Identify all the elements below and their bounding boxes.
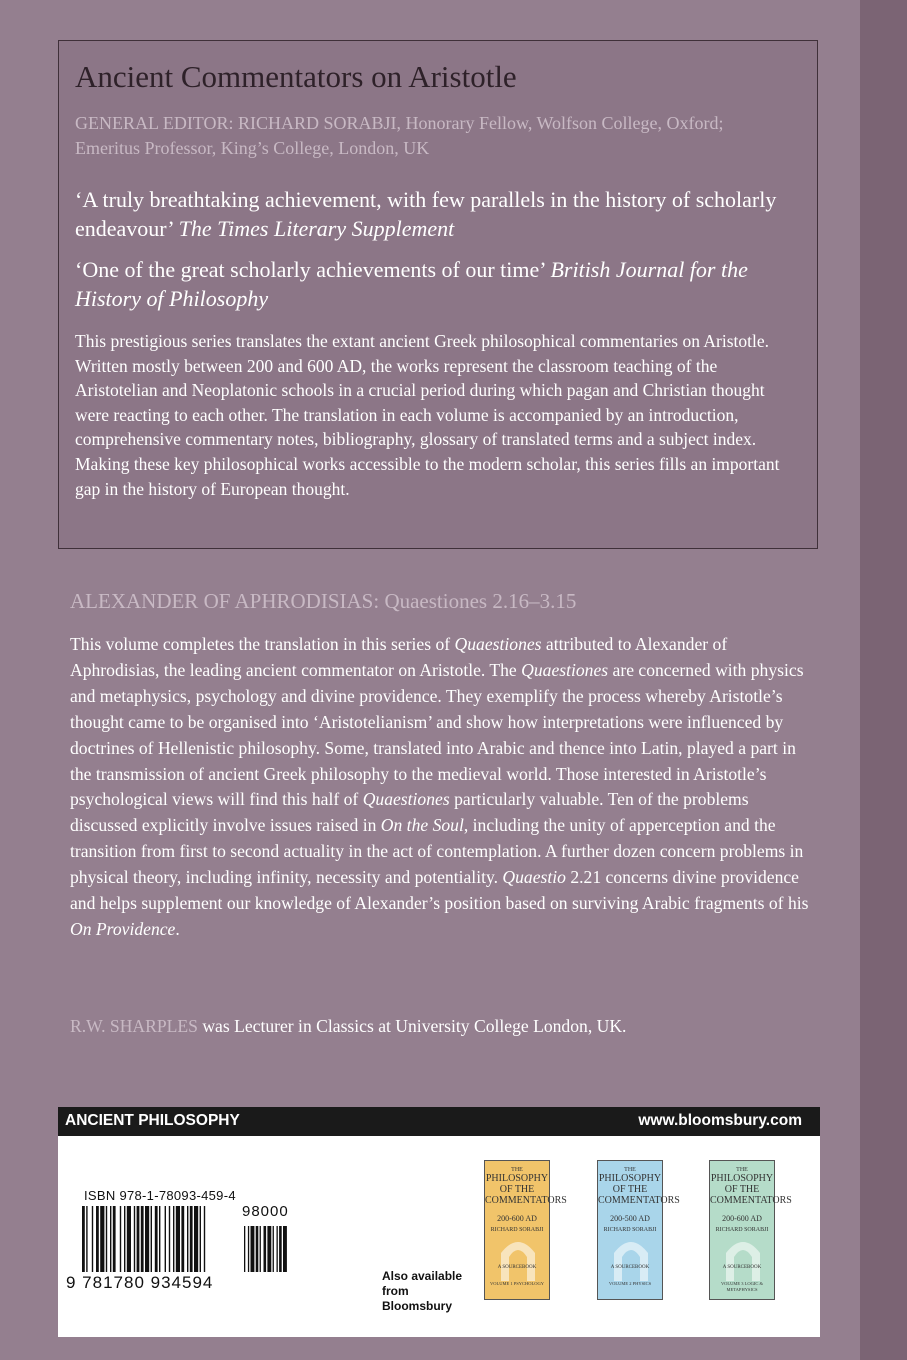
text-segment: . [175, 918, 180, 939]
related-book-1[interactable] [484, 1160, 567, 1300]
quote-1 [75, 185, 795, 243]
volume-title: ALEXANDER OF APHRODISIAS: Quaestiones 2.16–3.15 [70, 589, 577, 613]
book-editor: RICHARD SORABJI [490, 1227, 544, 1233]
author-note [70, 1016, 626, 1037]
book-title: PHILOSOPHY OF THE COMMENTATORS [485, 1173, 567, 1206]
quote-1-text: ‘A truly breathtaking achievement, with few parallels in the history of scholarly endeavour’ [75, 187, 777, 241]
arch-icon [612, 1235, 650, 1281]
related-book-2[interactable] [597, 1160, 680, 1300]
series-title: Ancient Commentators on Aristotle [75, 59, 517, 94]
italic-term: Quaestiones [521, 659, 609, 680]
book-dates: 200-600 AD [722, 1214, 762, 1223]
quote-2-text: ‘One of the great scholarly achievements of our time’ [75, 257, 545, 282]
book-editor: RICHARD SORABJI [603, 1227, 657, 1233]
series-description: This prestigious series translates the extant ancient Greek philosophical commentaries on Aristotle. Written mostly between 200 and 600 AD, the works represent the classroom teaching of the Aristotelian and Neoplatonic schools in a crucial period during which pagan and Christian thought were reacting to each other. The translation in each volume is accompanied by an introduction, comprehensive commentary notes, bibliography, glossary of translated terms and a subject index. Making these key philosophical works accessible to the modern scholar, this series fills an important gap in the history of European thought. [75, 331, 780, 499]
text-segment: This volume completes the translation in this series of [70, 634, 455, 654]
general-editor: GENERAL EDITOR: RICHARD SORABJI, Honorary Fellow, Wolfson College, Oxford; Emeritus Professor, King’s College, London, UK [75, 113, 724, 158]
spine-strip [860, 0, 907, 1360]
series-box [58, 40, 818, 549]
quote-2-source: British Journal for the History of Philosophy [75, 257, 748, 311]
volume-description [70, 632, 810, 943]
barcode-digits: 9 781780 934594 [66, 1273, 214, 1292]
author-name: R.W. SHARPLES [70, 1016, 198, 1036]
book-the: THE [624, 1167, 636, 1173]
book-volume: VOLUME 1 PSYCHOLOGY [489, 1281, 544, 1286]
italic-term: On the Soul [380, 815, 464, 836]
book-editor: RICHARD SORABJI [715, 1227, 769, 1233]
quote-1-source: The Times Literary Supplement [178, 216, 455, 241]
quote-2 [75, 255, 795, 313]
text-segment: 2.21 concerns divine providence and helps supplement our knowledge of Alexander’s position based on surviving Arabic fragments of his [70, 867, 809, 914]
related-book-3[interactable] [709, 1160, 792, 1300]
text-segment: are concerned with physics and metaphysics, psychology and divine providence. They exemplify the process whereby Aristotle’s thought came to be organised into ‘Aristotelianism’ and show how interpretations were influenced by doctrines of Hellenistic philosophy. Some, translated into Arabic and thence into Latin, played a part in the transmission of ancient Greek philosophy to the medieval world. Those interested in Aristotle’s psychological views will find this half of [70, 659, 804, 810]
footer-panel [58, 1136, 820, 1337]
book-dates: 200-500 AD [610, 1214, 650, 1223]
price-code: 98000 [242, 1203, 289, 1220]
book-volume: VOLUME 2 PHYSICS [608, 1281, 652, 1286]
arch-icon [499, 1235, 537, 1281]
book-the: THE [511, 1167, 523, 1173]
category-label: ANCIENT PHILOSOPHY [65, 1112, 240, 1129]
book-dates: 200-600 AD [497, 1214, 537, 1223]
book-volume: VOLUME 3 LOGIC & METAPHYSICS [720, 1281, 764, 1292]
book-subtitle: A SOURCEBOOK [722, 1265, 762, 1270]
italic-term: On Providence [70, 918, 176, 939]
book-subtitle: A SOURCEBOOK [610, 1265, 650, 1270]
isbn-label: ISBN 978-1-78093-459-4 [84, 1188, 236, 1203]
category-bar [58, 1107, 820, 1136]
author-bio: was Lecturer in Classics at University College London, UK. [197, 1016, 627, 1036]
book-title: PHILOSOPHY OF THE COMMENTATORS [598, 1173, 680, 1206]
italic-term: Quaestiones [454, 634, 542, 654]
book-subtitle: A SOURCEBOOK [497, 1265, 537, 1270]
book-the: THE [736, 1167, 748, 1173]
text-segment: particularly valuable. Ten of the problems discussed explicitly involve issues raised in [70, 789, 749, 836]
also-available-label: Also available from Bloomsbury [382, 1269, 463, 1313]
book-title: PHILOSOPHY OF THE COMMENTATORS [710, 1173, 792, 1206]
arch-icon [724, 1235, 762, 1281]
italic-term: Quaestio [502, 867, 566, 888]
publisher-website[interactable]: www.bloomsbury.com [638, 1112, 802, 1129]
text-segment: attributed to Alexander of Aphrodisias, the leading ancient commentator on Aristotle. The [70, 634, 728, 680]
italic-term: Quaestiones [362, 789, 450, 810]
text-segment: , including the unity of apperception and the transition from first to second actuality in the act of contemplation. A further dozen concern problems in physical theory, including infinity, necessity and potentiality. [70, 815, 804, 888]
